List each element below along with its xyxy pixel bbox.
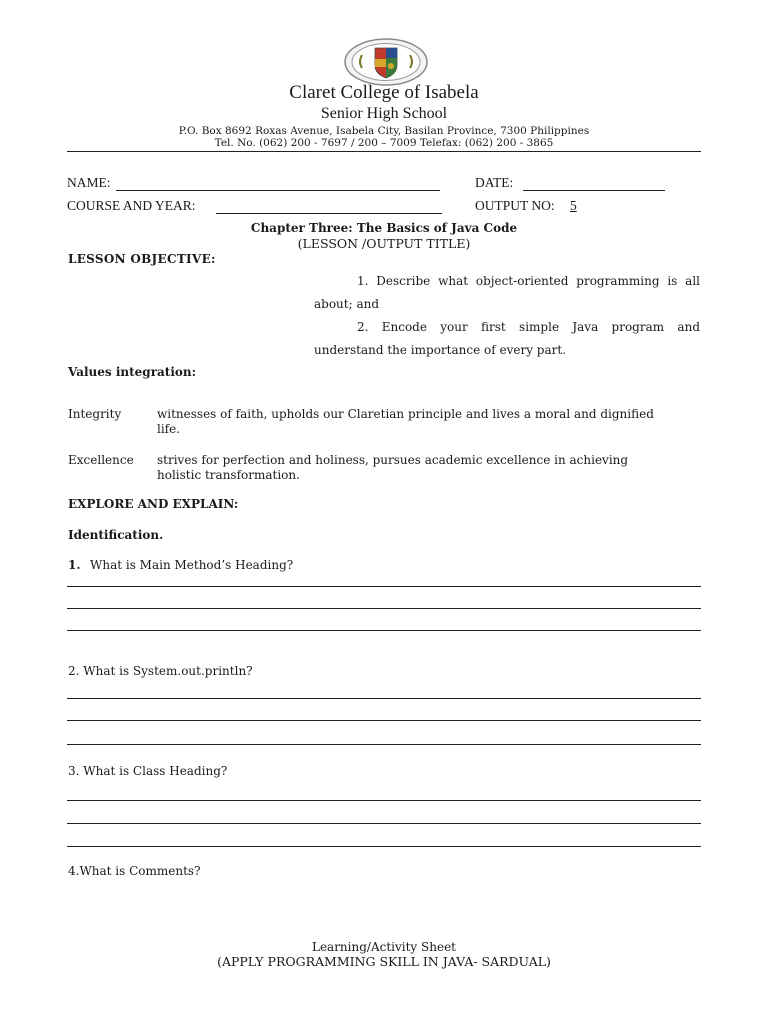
- school-address: P.O. Box 8692 Roxas Avenue, Isabela City, Basilan Province, 7300 Philippines: [178, 125, 590, 137]
- name-label: NAME:: [67, 175, 111, 190]
- question-2-text: 2. What is System.out.println?: [68, 664, 253, 678]
- objective-1-line2: about; and: [314, 297, 380, 311]
- answer-line-q3-2[interactable]: [67, 823, 701, 824]
- value-desc-integrity: witnesses of faith, upholds our Claretian principle and lives a moral and dignified life.: [157, 407, 654, 436]
- output-number-value[interactable]: 5: [570, 198, 577, 213]
- question-1-text: What is Main Method’s Heading?: [90, 558, 294, 572]
- answer-line-q2-3[interactable]: [67, 744, 701, 745]
- course-year-field[interactable]: [216, 198, 442, 214]
- lesson-title: Chapter Three: The Basics of Java Code: [250, 221, 518, 235]
- objective-2-line2: understand the importance of every part.: [314, 343, 567, 357]
- explore-heading: EXPLORE AND EXPLAIN:: [68, 497, 239, 511]
- date-field[interactable]: [523, 175, 665, 191]
- identification-heading: Identification.: [68, 528, 164, 542]
- lesson-objective-heading: LESSON OBJECTIVE:: [68, 252, 216, 266]
- objective-1-line1: 1. Describe what object-oriented programming is all: [357, 274, 700, 288]
- answer-line-q1-3[interactable]: [67, 630, 701, 631]
- question-4-text: 4.What is Comments?: [68, 864, 201, 878]
- answer-line-q3-1[interactable]: [67, 800, 701, 801]
- school-contact: Tel. No. (062) 200 - 7697 / 200 – 7009 Telefax: (062) 200 - 3865: [214, 137, 554, 149]
- course-year-label: COURSE AND YEAR:: [67, 198, 196, 213]
- value-desc-excellence: strives for perfection and holiness, pursues academic excellence in achieving holistic transformation.: [157, 453, 629, 482]
- value-term-integrity: Integrity: [68, 407, 122, 421]
- header-divider: [67, 151, 701, 152]
- school-name: Claret College of Isabela: [289, 82, 479, 103]
- objective-2-line1: 2. Encode your first simple Java program and: [357, 320, 700, 334]
- output-number-label: OUTPUT NO:: [475, 198, 555, 213]
- answer-line-q2-1[interactable]: [67, 698, 701, 699]
- date-label: DATE:: [475, 175, 514, 190]
- value-term-excellence: Excellence: [68, 453, 134, 467]
- question-1-number: 1.: [68, 558, 81, 572]
- question-3-text: 3. What is Class Heading?: [68, 764, 228, 778]
- name-field[interactable]: [116, 175, 440, 191]
- values-heading: Values integration:: [68, 365, 197, 379]
- school-seal-logo: [344, 38, 428, 86]
- lesson-subtitle: (LESSON /OUTPUT TITLE): [297, 236, 471, 251]
- answer-line-q1-1[interactable]: [67, 586, 701, 587]
- footer-course-title: (APPLY PROGRAMMING SKILL IN JAVA- SARDUAL): [217, 954, 551, 969]
- footer-sheet-type: Learning/Activity Sheet: [311, 940, 457, 954]
- answer-line-q2-2[interactable]: [67, 720, 701, 721]
- answer-line-q1-2[interactable]: [67, 608, 701, 609]
- school-division: Senior High School: [320, 105, 448, 122]
- answer-line-q3-3[interactable]: [67, 846, 701, 847]
